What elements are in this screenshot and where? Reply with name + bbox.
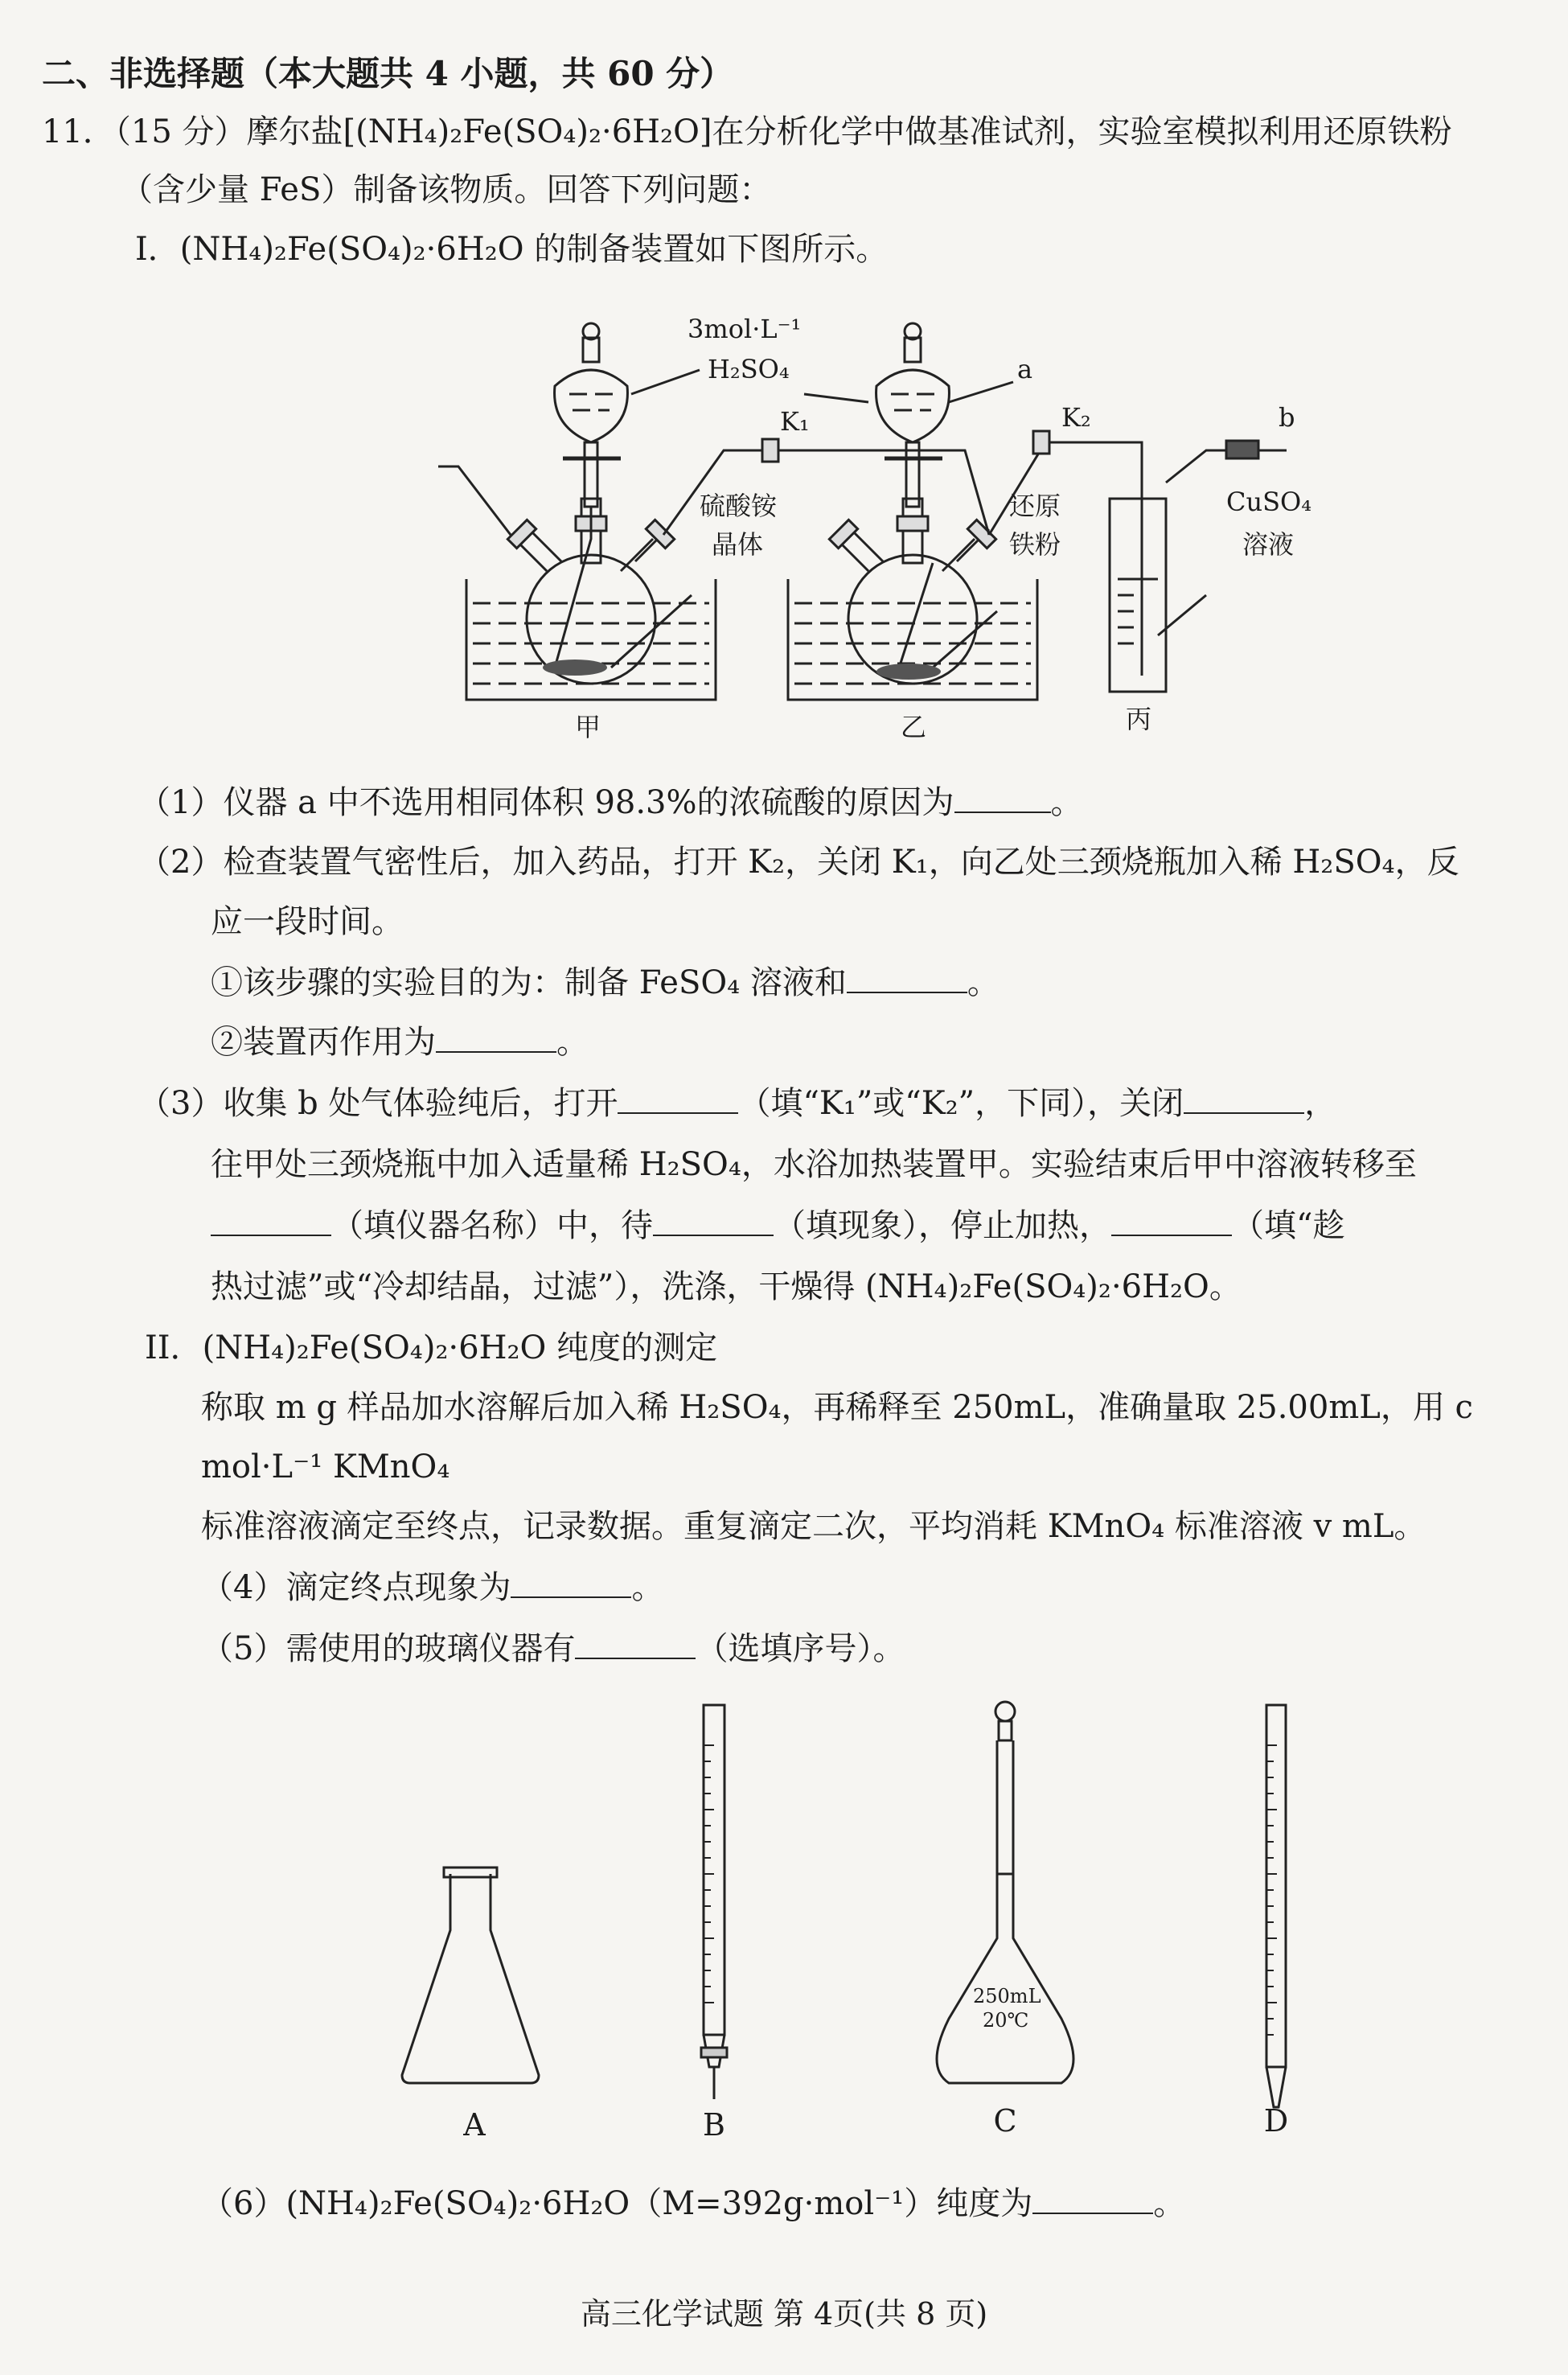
- q3-line3-b: （填现象），停止加热，: [774, 1207, 1111, 1244]
- graduated-pipette-d: [1266, 1705, 1286, 2067]
- q3-text-b: （填“K₁”或“K₂”，下同），关闭: [738, 1085, 1184, 1122]
- option-d-label: D: [1263, 2103, 1289, 2139]
- q5-line: [201, 1626, 905, 1671]
- volumetric-flask-c: [937, 1740, 1073, 2083]
- label-b: b: [1279, 402, 1295, 433]
- q3-line4: 热过滤”或“冷却结晶，过滤”），洗涤，干燥得 (NH₄)₂Fe(SO₄)₂·6H₂O。: [211, 1268, 1242, 1305]
- q2-sub2-blank[interactable]: [436, 1022, 556, 1053]
- valve-k2: [1033, 431, 1049, 454]
- q3-blank-1[interactable]: [618, 1083, 738, 1114]
- q2-sub1-text: ①该步骤的实验目的为：制备 FeSO₄ 溶液和: [211, 964, 847, 1001]
- label-k2: K₂: [1061, 402, 1091, 433]
- q6-text: （6）(NH₄)₂Fe(SO₄)₂·6H₂O（M=392g·mol⁻¹）纯度为: [201, 2185, 1033, 2222]
- q1-blank[interactable]: [954, 783, 1051, 813]
- q3-line3: [211, 1203, 1344, 1248]
- option-a-label: A: [463, 2107, 486, 2143]
- part2-line2: mol·L⁻¹ KMnO₄: [201, 1448, 450, 1485]
- q3-line3-c: （填“趁: [1232, 1207, 1345, 1244]
- q2-sub2: [211, 1020, 589, 1065]
- part1-title: I．(NH₄)₂Fe(SO₄)₂·6H₂O 的制备装置如下图所示。: [135, 231, 889, 268]
- q1-line: [138, 780, 1083, 825]
- volumetric-flask-stopper: [995, 1702, 1015, 1721]
- option-c-label: C: [993, 2103, 1017, 2139]
- q1-text: （1）仪器 a 中不选用相同体积 98.3%的浓硫酸的原因为: [138, 784, 954, 821]
- valve-k1: [762, 439, 778, 462]
- q3-line1: [138, 1081, 1336, 1126]
- q2-sub1: [211, 960, 999, 1005]
- outlet-b: [1226, 441, 1258, 458]
- label-iron-2: 铁粉: [1009, 529, 1061, 560]
- label-bing: 丙: [1126, 704, 1152, 734]
- label-ammonium-1: 硫酸铵: [700, 491, 778, 521]
- q6-blank[interactable]: [1032, 2184, 1153, 2214]
- q4-blank[interactable]: [511, 1568, 631, 1598]
- glassware-diagram: [386, 1697, 1351, 2147]
- q4-end: 。: [631, 1569, 664, 1606]
- q2-line2: 应一段时间。: [211, 903, 404, 940]
- q4-text: （4）滴定终点现象为: [201, 1569, 511, 1606]
- q3-text-a: （3）收集 b 处气体验纯后，打开: [138, 1085, 618, 1122]
- water-bath-jia: [466, 579, 716, 700]
- q2-sub1-end: 。: [967, 964, 999, 1001]
- reduced-iron-powder: [876, 664, 941, 680]
- q1-end: 。: [1050, 784, 1083, 821]
- water-bath-yi: [788, 579, 1037, 700]
- label-cuso4-1: CuSO₄: [1226, 487, 1312, 517]
- label-k1: K₁: [780, 406, 810, 437]
- q4-line: [201, 1565, 663, 1610]
- ammonium-sulfate-crystals: [543, 659, 607, 676]
- burette-b: [704, 1705, 724, 2035]
- q3-text-c: ，: [1304, 1085, 1337, 1122]
- q2-line1: （2）检查装置气密性后，加入药品，打开 K₂，关闭 K₁，向乙处三颈烧瓶加入稀 H₂SO₄，反: [138, 844, 1459, 881]
- q6-end: 。: [1153, 2185, 1186, 2222]
- label-jia: 甲: [575, 712, 601, 742]
- separatory-funnel-jia: [555, 370, 628, 442]
- part2-line3: 标准溶液滴定至终点，记录数据。重复滴定二次，平均消耗 KMnO₄ 标准溶液 v mL。: [201, 1508, 1426, 1545]
- q2-sub2-end: 。: [556, 1024, 589, 1061]
- q6-line: [201, 2181, 1185, 2226]
- erlenmeyer-flask-a: [402, 1874, 539, 2083]
- page-footer: 高三化学试题 第 4页(共 8 页): [580, 2296, 988, 2332]
- q3-blank-2[interactable]: [1184, 1083, 1304, 1114]
- q3-blank-4[interactable]: [653, 1206, 774, 1236]
- q2-sub2-text: ②装置丙作用为: [211, 1024, 436, 1061]
- label-iron-1: 还原: [1009, 491, 1061, 521]
- label-ammonium-2: 晶体: [712, 529, 764, 560]
- q5-end: （选填序号）。: [696, 1630, 905, 1667]
- q3-line3-a: （填仪器名称）中，待: [331, 1207, 653, 1244]
- separatory-funnel-a: [876, 370, 950, 442]
- label-concentration: 3mol·L⁻¹: [688, 314, 802, 344]
- section-heading: 二、非选择题（本大题共 4 小题，共 60 分）: [42, 54, 734, 93]
- question-11-line2: （含少量 FeS）制备该物质。回答下列问题：: [121, 171, 772, 208]
- q3-line2: 往甲处三颈烧瓶中加入适量稀 H₂SO₄，水浴加热装置甲。实验结束后甲中溶液转移至: [211, 1146, 1417, 1183]
- q5-text: （5）需使用的玻璃仪器有: [201, 1630, 576, 1667]
- flask-temp-label: 20℃: [983, 2009, 1029, 2032]
- q2-sub1-blank[interactable]: [847, 963, 967, 993]
- q3-blank-3[interactable]: [211, 1206, 331, 1236]
- label-a: a: [1017, 354, 1033, 384]
- label-cuso4-2: 溶液: [1242, 529, 1295, 560]
- part2-title: II．(NH₄)₂Fe(SO₄)₂·6H₂O 纯度的测定: [145, 1329, 718, 1366]
- question-11-line1: 11．（15 分）摩尔盐[(NH₄)₂Fe(SO₄)₂·6H₂O]在分析化学中做基准试剂，实验室模拟利用还原铁粉: [42, 113, 1452, 150]
- label-h2so4: H₂SO₄: [708, 354, 790, 384]
- option-b-label: B: [703, 2107, 725, 2143]
- q5-blank[interactable]: [575, 1629, 696, 1659]
- apparatus-diagram: [434, 298, 1335, 764]
- part2-line1: 称取 m g 样品加水溶解后加入稀 H₂SO₄，再稀释至 250mL，准确量取 25.00mL，用 c: [201, 1389, 1473, 1426]
- q3-blank-5[interactable]: [1111, 1206, 1232, 1236]
- label-yi: 乙: [901, 712, 927, 742]
- flask-volume-label: 250mL: [973, 1985, 1041, 2007]
